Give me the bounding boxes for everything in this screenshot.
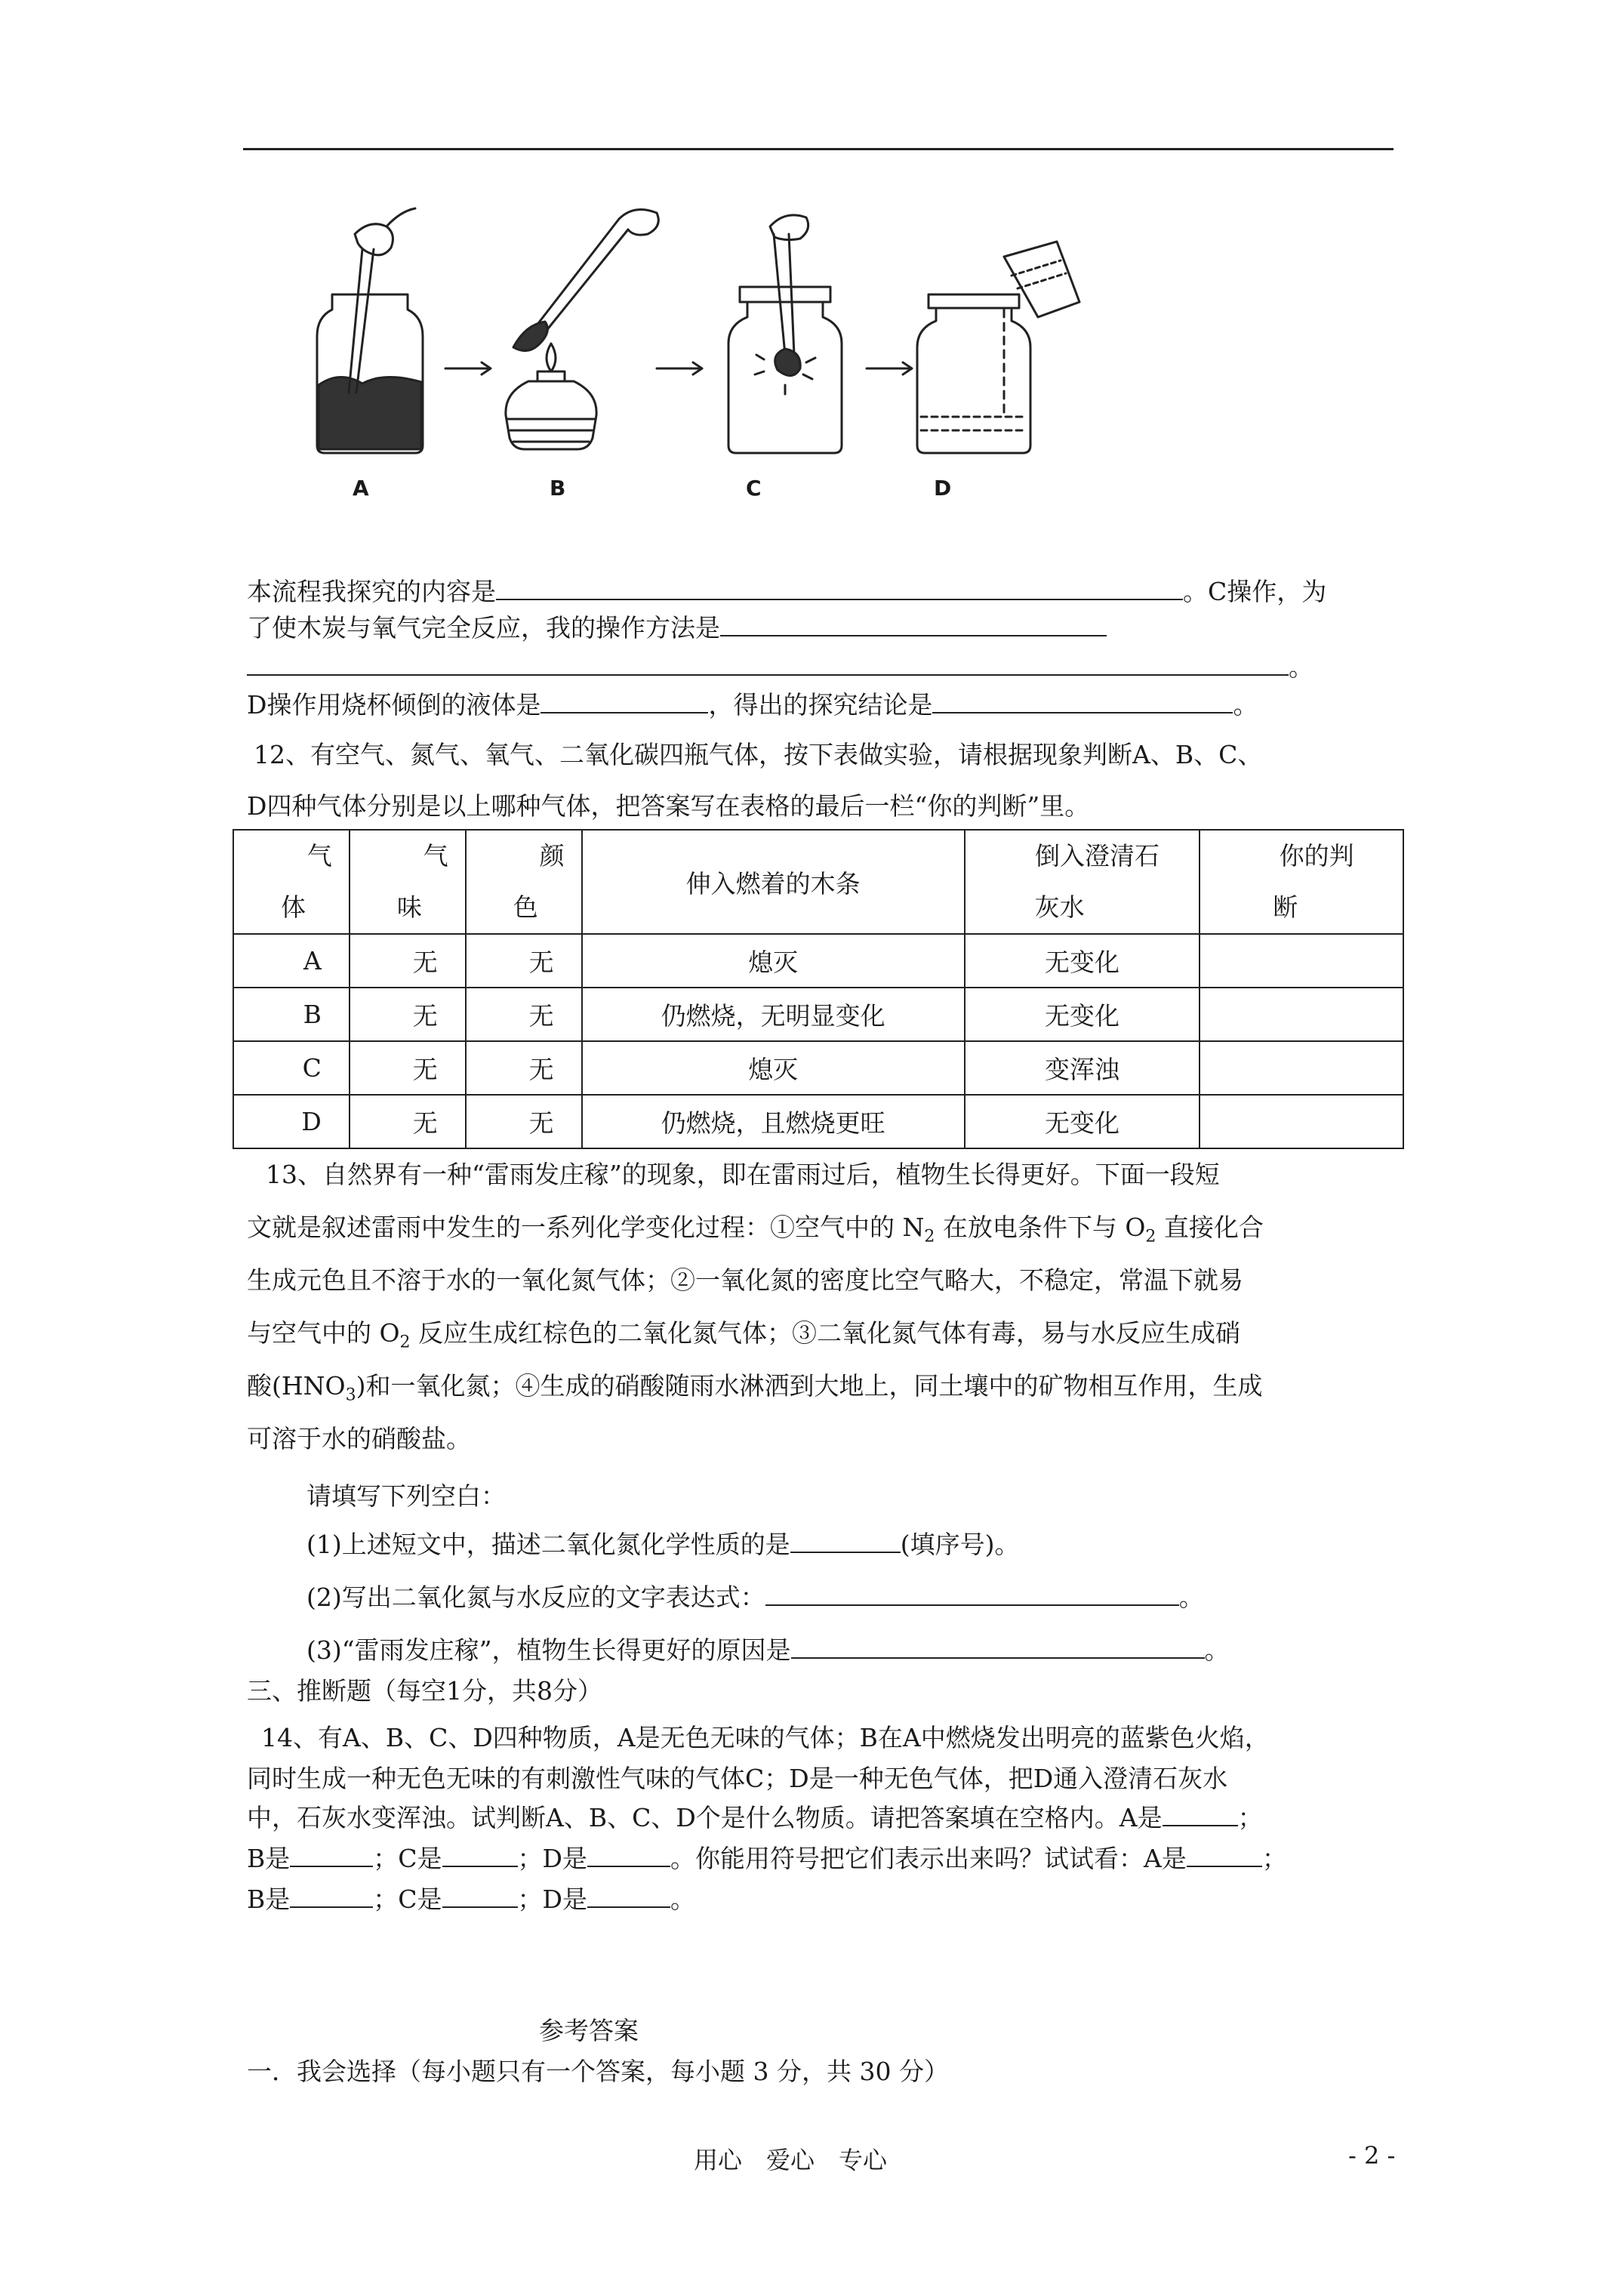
- q13-sub2: (2)写出二氧化氮与水反应的文字表达式： 。: [306, 1583, 1204, 1612]
- q14-line2: 同时生成一种无色无味的有刺激性气味的气体C；D是一种无色气体，把D通入澄清石灰水: [247, 1764, 1228, 1793]
- q14-line3: 中，石灰水变浑浊。试判断A、B、C、D个是什么物质。请把答案填在空格内。A是 ；: [247, 1803, 1263, 1832]
- cell-limewater: 变浑浊: [965, 1041, 1200, 1095]
- cell-color: 无: [466, 1095, 582, 1148]
- section3-title: 三、推断题（每空1分，共8分）: [247, 1676, 602, 1706]
- q14-blank-symbol-c[interactable]: [442, 1884, 518, 1908]
- q13-line1: 13、自然界有一种“雷雨发庄稼”的现象，即在雷雨过后，植物生长得更好。下面一段短: [266, 1160, 1220, 1189]
- cell-answer[interactable]: [1200, 1095, 1403, 1148]
- q14-line5: B是 ；C是 ；D是 。: [247, 1885, 695, 1914]
- q11-line4: D操作用烧杯倾倒的液体是 ，得出的探究结论是 。: [247, 690, 1258, 720]
- page-number: - 2 -: [1348, 2141, 1396, 2170]
- answers-section1: 一．我会选择（每小题只有一个答案，每小题 3 分，共 30 分）: [247, 2057, 949, 2086]
- header-your-judgement: 你的判 断: [1200, 830, 1403, 934]
- cell-smell: 无: [350, 988, 466, 1041]
- q13-blank-2[interactable]: [765, 1582, 1179, 1606]
- q14-blank-symbol-d[interactable]: [587, 1884, 670, 1908]
- q11-line3: 。: [247, 651, 1313, 684]
- q11-blank-method[interactable]: [720, 612, 1107, 636]
- answers-title: 参考答案: [539, 2016, 639, 2045]
- cell-stick: 仍燃烧，无明显变化: [582, 988, 965, 1041]
- cell-smell: 无: [350, 934, 466, 988]
- experiment-figure: [302, 204, 1087, 506]
- q14-line4: B是 ；C是 ；D是 。你能用符号把它们表示出来吗？试试看：A是 ；: [247, 1844, 1287, 1873]
- q14-line1: 14、有A、B、C、D四种物质，A是无色无味的气体；B在A中燃烧发出明亮的蓝紫色火焰，: [261, 1723, 1270, 1752]
- cell-answer[interactable]: [1200, 934, 1403, 988]
- cell-smell: 无: [350, 1041, 466, 1095]
- q11-blank-method-cont[interactable]: [247, 652, 1289, 676]
- cell-gas: B: [233, 988, 350, 1041]
- q11-line1: 本流程我探究的内容是 。C操作，为: [247, 577, 1327, 606]
- q13-line2: 文就是叙述雷雨中发生的一系列化学变化过程：①空气中的 $N_2$ 在放电条件下与 $O_2$ 直接化合: [247, 1213, 1264, 1247]
- q13-blank-1[interactable]: [790, 1529, 901, 1553]
- table-row: [233, 1095, 1403, 1148]
- cell-color: 无: [466, 934, 582, 988]
- cell-limewater: 无变化: [965, 934, 1200, 988]
- jar-c-illustration: [728, 215, 842, 453]
- q13-line3: 生成元色且不溶于水的一氧化氮气体；②一氧化氮的密度比空气略大，不稳定，常温下就易: [247, 1265, 1243, 1295]
- jar-d-illustration: [917, 242, 1079, 453]
- cell-stick: 仍燃烧，且燃烧更旺: [582, 1095, 965, 1148]
- figure-label-b: B: [550, 476, 566, 501]
- footer-motto: 用心 爱心 专心: [694, 2146, 888, 2174]
- header-burning-stick: 伸入燃着的木条: [582, 830, 965, 934]
- q13-prompt: 请填写下列空白：: [306, 1481, 506, 1511]
- q14-blank-symbol-b[interactable]: [290, 1884, 373, 1908]
- q14-blank-symbol-a[interactable]: [1187, 1843, 1262, 1867]
- q13-sub1: (1)上述短文中，描述二氧化氮化学性质的是 (填序号)。: [306, 1530, 1020, 1559]
- cell-gas: A: [233, 934, 350, 988]
- q13-sub3: (3)“雷雨发庄稼”，植物生长得更好的原因是 。: [306, 1635, 1230, 1665]
- q14-blank-b[interactable]: [290, 1843, 373, 1867]
- alcohol-lamp-illustration: [506, 210, 658, 450]
- cell-limewater: 无变化: [965, 1095, 1200, 1148]
- q13-line6: 可溶于水的硝酸盐。: [247, 1424, 471, 1453]
- q14-blank-d[interactable]: [587, 1843, 670, 1867]
- cell-limewater: 无变化: [965, 988, 1200, 1041]
- cell-stick: 熄灭: [582, 934, 965, 988]
- q11-line2: 了使木炭与氧气完全反应，我的操作方法是: [247, 612, 1107, 645]
- table-header-row: [233, 830, 1403, 934]
- header-rule: [243, 148, 1394, 150]
- cell-answer[interactable]: [1200, 1041, 1403, 1095]
- q11-blank-liquid[interactable]: [540, 689, 708, 713]
- q12-line2: D四种气体分别是以上哪种气体，把答案写在表格的最后一栏“你的判断”里。: [247, 791, 1090, 821]
- q11-blank-conclusion[interactable]: [932, 689, 1233, 713]
- figure-label-c: C: [746, 476, 762, 501]
- q12-line1: 12、有空气、氮气、氧气、二氧化碳四瓶气体，按下表做实验，请根据现象判断A、B、C、: [254, 740, 1263, 769]
- table-row: [233, 988, 1403, 1041]
- gas-judgement-table: [233, 829, 1404, 1149]
- header-color: 颜 色: [466, 830, 582, 934]
- q13-blank-3[interactable]: [791, 1635, 1205, 1659]
- table-row: [233, 1041, 1403, 1095]
- figure-label-d: D: [934, 476, 952, 501]
- cell-stick: 熄灭: [582, 1041, 965, 1095]
- header-smell: 气 味: [350, 830, 466, 934]
- header-gas: 气 体: [233, 830, 350, 934]
- cell-color: 无: [466, 988, 582, 1041]
- figure-label-a: A: [353, 476, 369, 501]
- header-limewater: 倒入澄清石 灰水: [965, 830, 1200, 934]
- cell-smell: 无: [350, 1095, 466, 1148]
- q13-line4: 与空气中的 $O_2$ 反应生成红棕色的二氧化氮气体；③二氧化氮气体有毒，易与水反应生成硝: [247, 1318, 1241, 1352]
- cell-gas: C: [233, 1041, 350, 1095]
- jar-a-illustration: [317, 208, 423, 453]
- cell-answer[interactable]: [1200, 988, 1403, 1041]
- q14-blank-c[interactable]: [442, 1843, 518, 1867]
- q11-blank-content[interactable]: [496, 576, 1183, 600]
- table-row: [233, 934, 1403, 988]
- q14-blank-a[interactable]: [1163, 1802, 1238, 1826]
- cell-gas: D: [233, 1095, 350, 1148]
- cell-color: 无: [466, 1041, 582, 1095]
- q13-line5: 酸$(HNO_3)$和一氧化氮；④生成的硝酸随雨水淋洒到大地上，同土壤中的矿物相互作用，生成: [247, 1371, 1263, 1405]
